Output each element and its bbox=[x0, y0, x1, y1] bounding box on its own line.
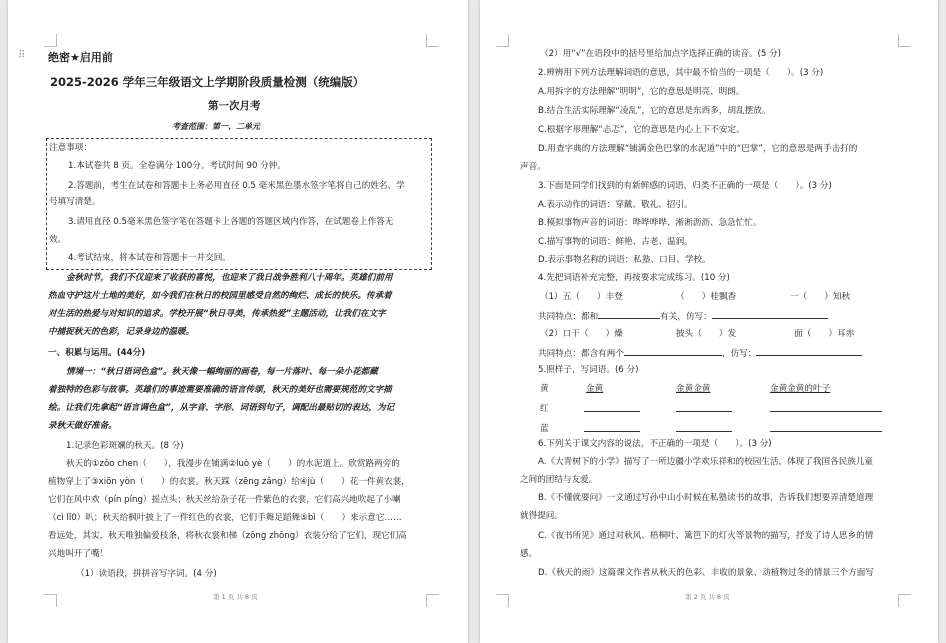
notice-item: 3.请用直径 0.5毫米黑色签字笔在答题卡上各题的答题区域内作答，在试题卷上作答无 bbox=[68, 217, 394, 227]
option-d: D.用查字典的方法理解“铺满金色巴掌的水泥道”中的“巴掌”，它的意思是两手击打的 bbox=[538, 144, 858, 154]
answer-blank[interactable] bbox=[712, 309, 828, 319]
row-label: 红 bbox=[540, 404, 549, 414]
option-a: A.《大青树下的小学》描写了一所边疆小学欢乐祥和的校园生活，体现了我国各民族儿童 bbox=[538, 457, 874, 467]
answer-blank[interactable] bbox=[584, 422, 640, 432]
crop-mark bbox=[898, 34, 911, 47]
passage-line: （cì lǐ0）叭；秋天给枫叶披上了一件红色的衣裳，它们手舞足蹈舞⑤bì（ ）来示意它…… bbox=[48, 513, 402, 523]
answer-blank[interactable] bbox=[676, 422, 732, 432]
option-a: 之间的团结与友爱。 bbox=[520, 475, 598, 485]
common-feature-label: 共同特点：都含有两个 bbox=[538, 349, 624, 359]
crop-mark bbox=[496, 594, 509, 607]
idiom-blank[interactable]: （1）五（ ）丰登 bbox=[540, 292, 623, 302]
context-paragraph: 录秋天做好准备。 bbox=[48, 421, 117, 431]
question-1-2: （2）用“√”在语段中的括号里给加点字选择正确的读音。(5 分) bbox=[540, 49, 782, 59]
example-word: 金黄金黄的叶子 bbox=[770, 384, 831, 394]
question-3: 3.下面是同学们找到的有新鲜感的词语，归类不正确的一项是（ ）。(3 分) bbox=[538, 181, 832, 191]
question-2: 2.辨辨用下列方法理解词语的意思，其中最不恰当的一项是（ ）。(3 分) bbox=[538, 68, 824, 78]
passage-line: 兴地叫开了嘴！ bbox=[48, 549, 109, 559]
question-1: 1.记录色彩斑斓的秋天。(8 分) bbox=[66, 441, 184, 451]
idiom-blank[interactable]: （2）口干（ ）燥 bbox=[540, 329, 623, 339]
example-word: 金黄金黄 bbox=[676, 384, 711, 394]
notice-title: 注意事项： bbox=[49, 143, 92, 153]
passage-line: 植物穿上了③xiōn yòn（ ）的衣裳。秋天踩（zēng zǎng）给④jù（ ）花一件黄衣裳， bbox=[48, 477, 410, 487]
option-c: C.描写事物的词语：鲜艳、古老、温润。 bbox=[538, 237, 693, 247]
passage-line: 它们在风中欢（pín píng）摇点头；秋天丝给杂子花一件紫色的衣裳，它们高兴地吹起了小喇 bbox=[48, 495, 401, 505]
question-6: 6.下列关于课文内容的说法，不正确的一项是（ ）。(3 分) bbox=[538, 439, 772, 449]
crop-mark bbox=[44, 34, 57, 47]
option-c: C.《夜书所见》通过对秋风、梧桐叶、篱笆下的灯火等景物的描写，抒发了诗人思乡的情 bbox=[538, 531, 874, 541]
answer-blank[interactable] bbox=[584, 402, 640, 412]
option-c: C.根据字形理解“忐忑”，它的意思是内心上下不安定。 bbox=[538, 125, 745, 135]
notice-item: 1.本试卷共 8 页。全卷满分 100分。考试时间 90 分钟。 bbox=[68, 161, 286, 171]
option-b: B.结合生活实际理解“凌乱”，它的意思是东西多，胡乱摆放。 bbox=[538, 106, 771, 116]
exam-title: 2025-2026 学年三年级语文上学期阶段质量检测（统编版） bbox=[50, 75, 365, 89]
imitate-label: ，仿写： bbox=[721, 349, 757, 359]
option-d: 声音。 bbox=[520, 162, 546, 172]
option-b: B.模拟事物声音的词语：哗哗哗哗、淅淅沥沥、急急忙忙。 bbox=[538, 218, 762, 228]
intro-paragraph: 热血守护这片土地的美好，如今我们在秋日的校园里感受自然的绚烂、成长的快乐。传承着 bbox=[48, 291, 392, 301]
answer-blank[interactable] bbox=[624, 346, 722, 356]
document-page-1 bbox=[8, 0, 468, 643]
notice-item: 2.答题前，考生在试卷和答题卡上务必用直径 0.5 毫米黑色墨水签字笔将自己的姓名、学 bbox=[68, 181, 405, 191]
common-feature-line bbox=[538, 346, 862, 360]
option-b: 就得提问。 bbox=[520, 511, 563, 521]
page-footer: 第 2 页 共 8 页 bbox=[685, 593, 730, 601]
answer-blank[interactable] bbox=[770, 422, 882, 432]
notice-box bbox=[46, 138, 432, 270]
section-heading: 一、积累与运用。(44分) bbox=[48, 348, 146, 358]
passage-line: 秋天的①zǒo chen（ ），我漫步在铺满②luò yè（ ）的水泥道上。欣赏路两旁的 bbox=[66, 459, 400, 469]
question-1-1: （1）读语段，拼拼音写字词。(4 分) bbox=[76, 569, 217, 579]
option-a: A.用拆字的方法理解“明明”，它的意思是明亮、明朗。 bbox=[538, 87, 745, 97]
idiom-blank[interactable]: （ ）桂飘香 bbox=[676, 292, 737, 302]
imitate-label: 有关，仿写： bbox=[660, 312, 712, 322]
example-word: 金黄 bbox=[586, 384, 604, 394]
answer-blank[interactable] bbox=[676, 402, 732, 412]
page-footer: 第 1 页 共 8 页 bbox=[213, 593, 258, 601]
idiom-blank[interactable]: 一（ ）知秋 bbox=[790, 292, 851, 302]
secret-label: 绝密★启用前 bbox=[48, 51, 113, 64]
crop-mark bbox=[44, 594, 57, 607]
crop-mark bbox=[496, 34, 509, 47]
question-4: 4.先把词语补充完整，再按要求完成练习。(10 分) bbox=[538, 273, 730, 283]
context-paragraph: 情境一：“秋日语词色盒”。秋天像一幅绚丽的画卷，每一片落叶、每一朵小花都藏 bbox=[66, 367, 378, 377]
answer-blank[interactable] bbox=[598, 309, 660, 319]
drag-handle-icon[interactable]: ⠿ bbox=[18, 50, 27, 61]
row-label: 蓝 bbox=[540, 424, 549, 434]
exam-subtitle: 第一次月考 bbox=[208, 100, 261, 112]
notice-item: 号填写清楚。 bbox=[49, 197, 101, 207]
crop-mark bbox=[898, 594, 911, 607]
context-paragraph: 绘。让我们先拿起“语言调色盒”，从字音、字形、词语到句子，调配出最贴切的表达，为记 bbox=[48, 403, 395, 413]
passage-line: 看远处，其实，秋天唯独偏爱枝条，将秋衣裳和梯（zōng zhōng）衣装分给了它们，现它们高 bbox=[48, 531, 407, 541]
intro-paragraph: 金秋时节，我们不仅迎来了收获的喜悦，也迎来了我日战争胜利八十周年。英雄们前用 bbox=[66, 273, 393, 283]
answer-blank[interactable] bbox=[770, 402, 882, 412]
crop-mark bbox=[426, 594, 439, 607]
notice-item: 4.考试结束，将本试卷和答题卡一并交回。 bbox=[68, 253, 231, 263]
document-page-2 bbox=[480, 0, 938, 643]
option-d: D.表示事物名称的词语：私塾、口目、学校。 bbox=[538, 255, 711, 265]
question-5: 5.照样子，写词语。(6 分) bbox=[538, 365, 639, 375]
answer-blank[interactable] bbox=[756, 346, 862, 356]
option-b: B.《不懂就要问》一文通过写孙中山小时候在私塾读书的故事，告诉我们想要弄清楚道理 bbox=[538, 493, 874, 503]
notice-item: 效。 bbox=[49, 235, 67, 245]
option-a: A.表示动作的词语：穿戴、敬礼、招引。 bbox=[538, 200, 693, 210]
idiom-blank[interactable]: 面（ ）耳赤 bbox=[794, 329, 855, 339]
exam-scope: 考查范围：第一、二单元 bbox=[172, 122, 260, 131]
option-c: 感。 bbox=[520, 549, 538, 559]
idiom-blank[interactable]: 披头（ ）发 bbox=[676, 329, 737, 339]
common-feature-line bbox=[538, 309, 828, 323]
common-feature-label: 共同特点：都和 bbox=[538, 312, 599, 322]
option-d: D.《秋天的雨》这篇课文作者从秋天的色彩、丰收的景象、动植物过冬的情景三个方面写 bbox=[538, 568, 874, 578]
row-label: 黄 bbox=[540, 384, 549, 394]
crop-mark bbox=[426, 34, 439, 47]
intro-paragraph: 对生活的热爱与对知识的追求。学校开展“秋日寻美，传承热爱”主题活动，让我们在文字 bbox=[48, 309, 386, 319]
intro-paragraph: 中捕捉秋天的色彩，记录身边的温暖。 bbox=[48, 327, 195, 337]
context-paragraph: 着独特的色彩与故事。英雄们的事迹需要准确的语言传颂，秋天的美好也需要规范的文字描 bbox=[48, 385, 392, 395]
